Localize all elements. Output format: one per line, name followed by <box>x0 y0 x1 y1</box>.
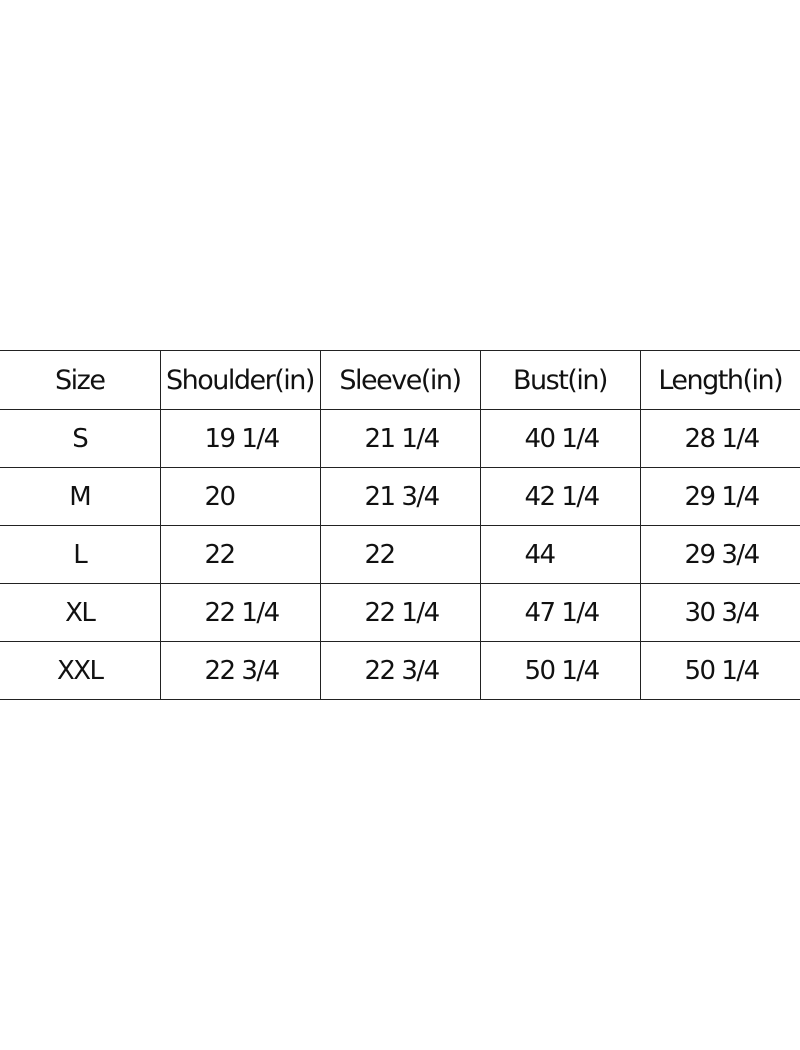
size-cell: S <box>0 410 160 468</box>
size-cell: XL <box>0 584 160 642</box>
sleeve-cell: 22 <box>320 526 480 584</box>
shoulder-cell: 22 1/4 <box>160 584 320 642</box>
header-shoulder: Shoulder(in) <box>160 351 320 410</box>
bust-cell: 40 1/4 <box>480 410 640 468</box>
length-cell: 28 1/4 <box>640 410 800 468</box>
sleeve-cell: 22 1/4 <box>320 584 480 642</box>
table-row <box>0 642 800 700</box>
table-row <box>0 584 800 642</box>
shoulder-cell: 22 <box>160 526 320 584</box>
bust-cell: 44 <box>480 526 640 584</box>
header-sleeve: Sleeve(in) <box>320 351 480 410</box>
bust-cell: 50 1/4 <box>480 642 640 700</box>
header-bust: Bust(in) <box>480 351 640 410</box>
table-header-row <box>0 351 800 410</box>
size-cell: XXL <box>0 642 160 700</box>
length-cell: 30 3/4 <box>640 584 800 642</box>
sleeve-cell: 22 3/4 <box>320 642 480 700</box>
length-cell: 29 1/4 <box>640 468 800 526</box>
size-cell: M <box>0 468 160 526</box>
sleeve-cell: 21 1/4 <box>320 410 480 468</box>
table-row <box>0 526 800 584</box>
shoulder-cell: 22 3/4 <box>160 642 320 700</box>
size-cell: L <box>0 526 160 584</box>
shoulder-cell: 20 <box>160 468 320 526</box>
table-row <box>0 468 800 526</box>
header-size: Size <box>0 351 160 410</box>
length-cell: 29 3/4 <box>640 526 800 584</box>
size-chart-table <box>0 350 800 700</box>
bust-cell: 42 1/4 <box>480 468 640 526</box>
sleeve-cell: 21 3/4 <box>320 468 480 526</box>
bust-cell: 47 1/4 <box>480 584 640 642</box>
length-cell: 50 1/4 <box>640 642 800 700</box>
shoulder-cell: 19 1/4 <box>160 410 320 468</box>
table-row <box>0 410 800 468</box>
header-length: Length(in) <box>640 351 800 410</box>
